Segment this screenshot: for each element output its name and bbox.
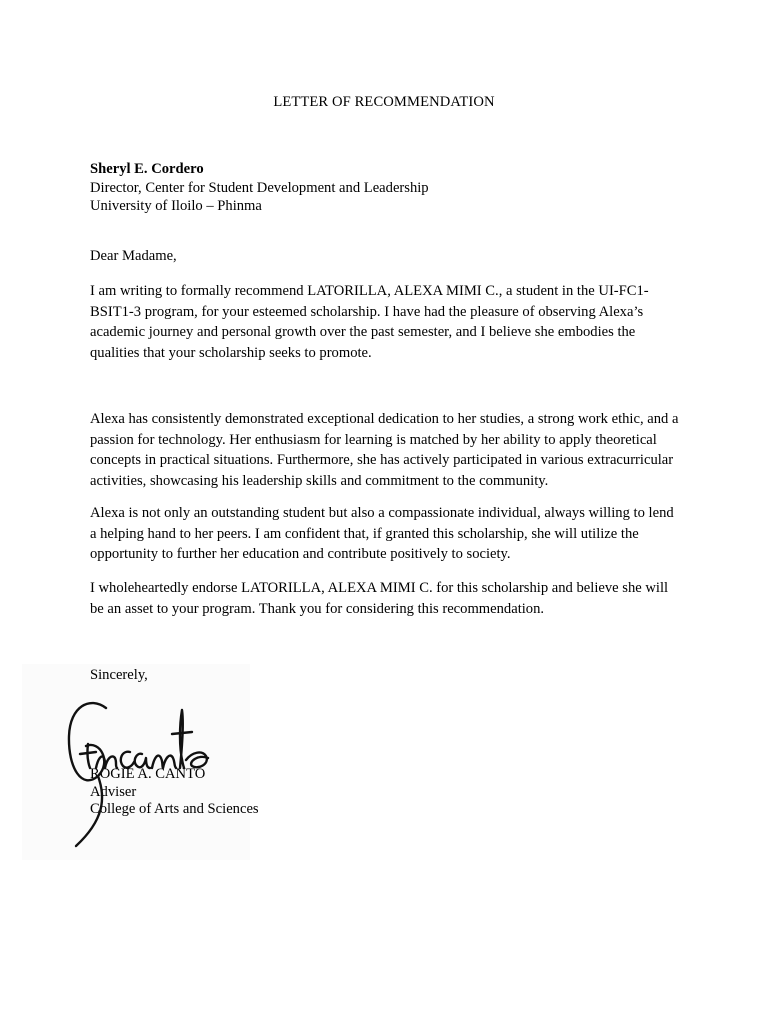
letter-title: LETTER OF RECOMMENDATION — [273, 94, 495, 110]
recipient-name: Sheryl E. Cordero — [90, 161, 204, 177]
body-paragraph-4: I wholeheartedly endorse LATORILLA, ALEXA MIMI C. for this scholarship and believe she will be an asset to your program. Thank you for considering this recommendation. — [90, 580, 669, 617]
signer-college: College of Arts and Sciences — [90, 801, 259, 817]
recipient-block — [90, 160, 680, 216]
recipient-position: Director, Center for Student Development and Leadership — [90, 179, 429, 196]
handwritten-signature — [60, 688, 220, 853]
body-paragraph-2: Alexa has consistently demonstrated exceptional dedication to her studies, a strong work ethic, and a passion for technology. Her enthusiasm for learning is matched by her ability to apply theoretical concepts in practical situations. Furthermore, she has actively participated in various extracurricular activities, showcasing his leadership skills and commitment to the community. — [90, 411, 679, 489]
salutation: Dear Madame, — [90, 248, 177, 264]
signer-name: ROGIE A. CANTO — [90, 766, 206, 782]
closing: Sincerely, — [90, 667, 148, 683]
recipient-institution: University of Iloilo – Phinma — [90, 198, 262, 214]
body-paragraph-3: Alexa is not only an outstanding student but also a compassionate individual, always willing to lend a helping hand to her peers. I am confident that, if granted this scholarship, she will utilize the opportunity to further her education and contribute positively to society. — [90, 505, 674, 562]
body-paragraph-1: I am writing to formally recommend LATORILLA, ALEXA MIMI C., a student in the UI-FC1-BSIT1-3 program, for your esteemed scholarship. I have had the pleasure of observing Alexa’s academic journey and personal growth over the past semester, and I believe she embodies the qualities that your scholarship seeks to promote. — [90, 283, 649, 361]
signer-role: Adviser — [90, 783, 137, 800]
